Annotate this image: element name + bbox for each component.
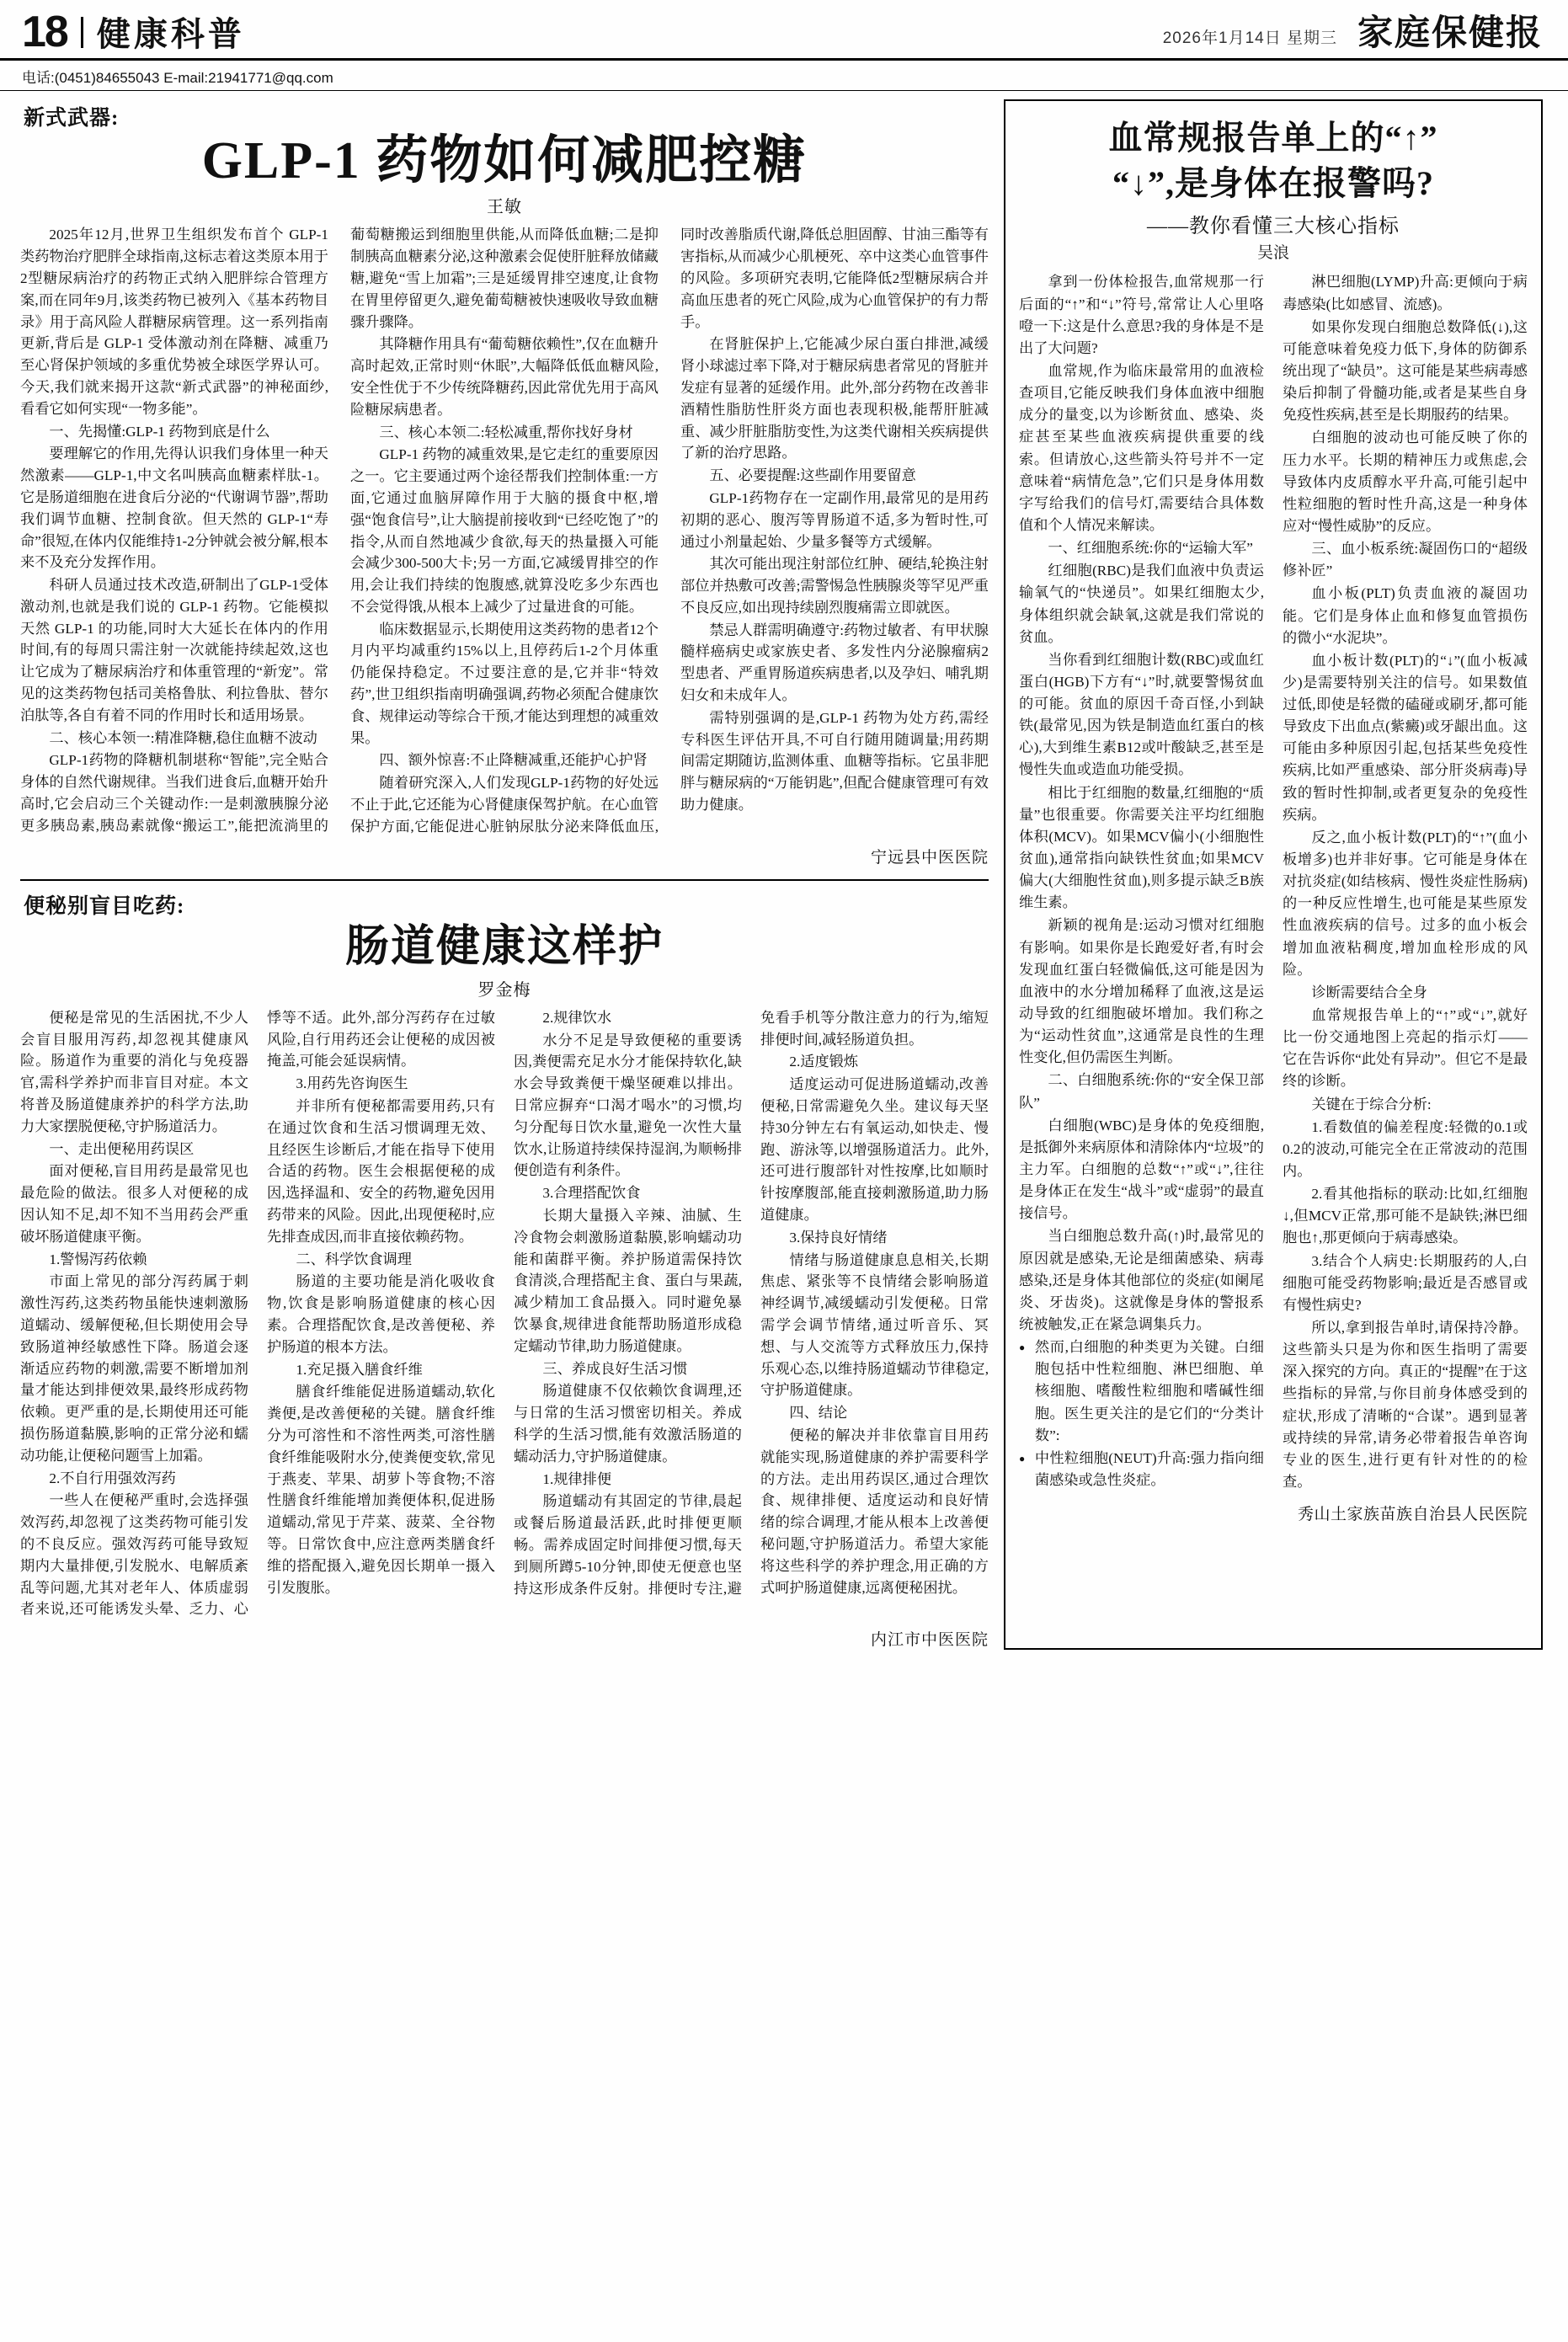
contact-info: 电话:(0451)84655043 E-mail:21941771@qq.com [0,61,1568,91]
paragraph: 血常规,作为临床最常用的血液检查项目,它能反映我们身体血液中细胞成分的量变,以为诊断贫血、感染、炎症甚至某些血液疾病提供重要的线索。但请放心,这些箭头符号并不一定意味着“病情危急”,它们只是身体用数字写给我们的信号灯,需要结合具体数值和个人情况来解读。 [1019,362,1264,533]
article-glp1-byline: 王敏 [487,198,522,217]
paragraph: 白细胞(WBC)是身体的免疫细胞,是抵御外来病原体和清除体内“垃圾”的主力军。白细胞的总数“↑”或“↓”,往往是身体正在发生“战斗”或“虚弱”的最直接信号。 [1019,1117,1264,1222]
paragraph: 3.用药先咨询医生 [296,1075,408,1092]
paragraph: 其降糖作用具有“葡萄糖依赖性”,仅在血糖升高时起效,正常时则“休眠”,大幅降低低血糖风险,安全性优于不少传统降糖药,因此常优先用于高风险糖尿病患者。 [350,336,659,418]
paragraph: 二、核心本领一:精准降糖,稳住血糖不波动 [49,729,317,746]
article-constipation [20,889,989,1651]
paragraph: 一、走出便秘用药误区 [49,1140,195,1157]
paragraph: 需特别强调的是,GLP-1 药物为处方药,需经专科医生评估开具,不可自行随用随调量;用药期间需定期随访,监测体重、血糖等指标。它虽非肥胖与糖尿病的“万能钥匙”,但配合健康管理可有效助力健康。 [680,709,989,814]
paragraph: 长期大量摄入辛辣、油腻、生冷食物会刺激肠道黏膜,影响蠕动功能和菌群平衡。养护肠道需保持饮食清淡,合理搭配主食、蛋白与果蔬,减少精加工食品摄入。同时避免暴饮暴食,规律进食能帮助肠道形成稳定蠕动节律,助力肠道健康。 [514,1208,742,1354]
paragraph: 诊断需要结合全身 [1311,984,1427,1000]
article-glp1 [20,101,989,867]
paragraph: 2.看其他指标的联动:比如,红细胞↓,但MCV正常,那可能不是缺铁;淋巴细胞也↑,那更倾向于病毒感染。 [1283,1186,1528,1246]
paragraph: 五、必要提醒:这些副作用要留意 [709,467,916,484]
paragraph: ● 中性粒细胞(NEUT)升高:强力指向细菌感染或急性炎症。 [1019,1448,1264,1491]
article-bloodtest-headline-line2: “↓”,是身体在报警吗? [1112,164,1434,203]
paragraph: 1.规律排便 [542,1470,612,1487]
paragraph: 并非所有便秘都需要用药,只有在通过饮食和生活习惯调理无效、且经医生诊断后,才能在指导下使用合适的药物。医生会根据便秘的成因,选择温和、安全的药物,避免因用药带来的风险。因此,出现便秘时,应先排查成因,而非直接依赖药物。 [267,1098,495,1245]
paragraph: 相比于红细胞的数量,红细胞的“质量”也很重要。你需要关注平均红细胞体积(MCV)。如果MCV偏小(小细胞性贫血),通常指向缺铁性贫血;如果MCV偏大(大细胞性贫血),则多提示缺乏B族维生素。 [1019,784,1264,911]
paragraph: 1.警惕泻药依赖 [49,1251,147,1267]
paragraph: 二、科学饮食调理 [296,1251,412,1267]
paragraph: 2.规律饮水 [542,1009,612,1026]
article-constipation-body [20,1007,989,1620]
paragraph: 三、养成良好生活习惯 [542,1360,688,1377]
paragraph: 3.合理搭配饮食 [542,1185,641,1202]
issue-date: 2026年1月14日 星期三 [1162,29,1337,48]
paper-name: 家庭保健报 [1357,14,1543,54]
paragraph: 淋巴细胞(LYMP)升高:更倾向于病毒感染(比如感冒、流感)。 [1283,274,1528,312]
left-column-zone [20,99,989,1650]
paragraph: 3.保持良好情绪 [789,1229,888,1246]
paragraph: 1.充足摄入膳食纤维 [296,1361,423,1378]
paragraph: 一、红细胞系统:你的“运输大军” [1048,540,1253,557]
paragraph: 要理解它的作用,先得认识我们身体里一种天然激素——GLP-1,中文名叫胰高血糖素样肽-1。它是肠道细胞在进食后分泌的“代谢调节器”,帮助我们调节血糖、控制食欲。但天然的 GLP-1“寿命”很短,在体内仅能维持1-2分钟就会被分解,根本来不及充分发挥作用。 [20,445,328,571]
paragraph: 血小板计数(PLT)的“↓”(血小板减少)是需要特别关注的信号。如果数值过低,即使是轻微的磕碰或刷牙,都可能导致皮下出血点(紫癜)或牙龈出血。这可能由多种原因引起,包括某些免疫性疾病,比如严重感染、部分肝炎病毒)导致的暂时性抑制,或者更复杂的免疫性疾病。 [1283,652,1528,823]
paragraph: 二、白细胞系统:你的“安全保卫部队” [1019,1072,1264,1111]
page-body [0,91,1568,1667]
paragraph: 1.看数值的偏差程度:轻微的0.1或0.2的波动,可能完全在正常波动的范围内。 [1283,1118,1528,1180]
paragraph: GLP-1药物的降糖机制堪称“智能”,完全贴合身体的自然代谢规律。当我们进食后,血糖开始升高时,它会启动三个关键动作:一是刺激胰腺分泌更多胰岛素,胰岛素就像“搬运工”,能把流淌里的葡萄糖搬运到细胞里供能,从而降低血糖;二是抑制胰高血糖素分泌,这种激素会促使肝脏释放储藏糖,避免“雪上加霜”;三是延缓胃排空速度,让食物在胃里停留更久,避免葡萄糖被快速吸收导致血糖骤升骤降。 [20,227,659,834]
article-glp1-headline: GLP-1 药物如何减肥控糖 [201,132,808,190]
masthead-divider [81,17,83,48]
article-bloodtest-signature: 秀山土家族苗族自治县人民医院 [1297,1506,1528,1524]
article-constipation-byline: 罗金梅 [477,980,531,1000]
paragraph: 血常规报告单上的“↑”或“↓”,就好比一份交通地图上亮起的指示灯——它在告诉你“此处有异动”。但它不是最终的诊断。 [1283,1007,1528,1090]
paragraph: 临床数据显示,长期使用这类药物的患者12个月内平均减重约15%以上,且停药后1-2个月体重仍能保持稳定。不过要注意的是,它并非“特效药”,世卫组织指南明确强调,药物必须配合健康饮食、规律运动等综合干预,才能达到理想的减重效果。 [350,621,659,746]
paragraph: GLP-1药物存在一定副作用,最常见的是用药初期的恶心、腹泻等胃肠道不适,多为暂时性,可通过小剂量起始、少量多餐等方式缓解。 [680,489,989,550]
article-glp1-body [20,224,989,837]
paragraph: 反之,血小板计数(PLT)的“↑”(血小板增多)也并非好事。它可能是身体在对抗炎症(如结核病、慢性炎症性肠病)的一种反应性增生,也可能是某些原发性血液疾病的信号。过多的血小板会增加血液粘稠度,增加血栓形成的风险。 [1283,829,1528,978]
paragraph: 其次可能出现注射部位红肿、硬结,轮换注射部位并热敷可改善;需警惕急性胰腺炎等罕见严重不良反应,如出现持续剧烈腹痛需立即就医。 [680,556,989,616]
paragraph: ● 然而,白细胞的种类更为关键。白细胞包括中性粒细胞、淋巴细胞、单核细胞、嗜酸性粒细胞和嗜碱性细胞。医生更关注的是它们的“分类计数”: [1019,1336,1264,1447]
paragraph: GLP-1 药物的减重效果,是它走红的重要原因之一。它主要通过两个途径帮我们控制体重:一方面,它通过血脑屏障作用于大脑的摄食中枢,增强“饱食信号”,让大脑提前接收到“已经吃饱了”的指令,从而自然地减少食欲,每天的热量摄入可能会减少300-500大卡;另一方面,它减缓胃排空的作用,会让我们持续的饱腹感,就算没吃多少东西也不会觉得饿,从根本上减少了过量进食的可能。 [350,446,659,615]
article-glp1-kicker: 新式武器: [24,107,120,131]
paragraph: 红细胞(RBC)是我们血液中负责运输氧气的“快递员”。如果红细胞太少,身体组织就会缺氧,这就是我们常说的贫血。 [1019,563,1264,645]
masthead [0,0,1568,61]
paragraph: 血小板(PLT)负责血液的凝固功能。它们是身体止血和修复血管损伤的微小“水泥块”。 [1283,585,1528,646]
paragraph: 一些人在便秘严重时,会选择强效泻药,却忽视了这类药物可能引发的不良反应。强效泻药可能导致短期内大量排便,引发脱水、电解质紊乱等问题,尤其对老年人、体质虚弱者来说,还可能诱发头晕、乏力、心悸等不适。此外,部分泻药存在过敏风险,自行用药还会让便秘的成因被掩盖,可能会延误病情。 [20,1009,495,1618]
article-bloodtest [1004,99,1543,1650]
paragraph: 如果你发现白细胞总数降低(↓),这可能意味着免疫力低下,身体的防御系统出现了“缺员”。这可能是某些病毒感染后抑制了骨髓功能,或者是某些自身免疫性疾病,甚至是长期服药的结果。 [1283,318,1528,424]
paragraph: 科研人员通过技术改造,研制出了GLP-1受体激动剂,也就是我们说的 GLP-1 药物。它能模拟天然 GLP-1 的功能,同时大大延长在体内的作用时间,有的每周只需注射一次就能持续起效,这也让它成为了糖尿病治疗和体重管理的“新宠”。常见的这类药物包括司美格鲁肽、利拉鲁肽、替尔泊肽等,各自有着不同的作用时长和适用场景。 [20,577,328,723]
page-number: 18 [22,8,67,56]
paragraph: 当白细胞总数升高(↑)时,最常见的原因就是感染,无论是细菌感染、病毒感染,还是身体其他部位的炎症(如阑尾炎、牙齿炎)。这就像是身体的警报系统被触发,正在紧急调集兵力。 [1019,1228,1264,1332]
paragraph: 肠道的主要功能是消化吸收食物,饮食是影响肠道健康的核心因素。合理搭配饮食,是改善便秘、养护肠道的根本方法。 [267,1273,495,1355]
paragraph: 关键在于综合分析: [1311,1096,1432,1112]
article-constipation-kicker: 便秘别盲目吃药: [24,894,185,918]
paragraph: 在肾脏保护上,它能减少尿白蛋白排泄,减缓肾小球滤过率下降,对于糖尿病患者常见的肾脏并发症有显著的延缓作用。此外,部分药物在改善非酒精性脂肪性肝炎方面也表现积极,能帮肝脏减重、减少肝脏脂肪变性,为这类代谢相关疾病提供了新的治疗思路。 [680,336,989,461]
paragraph: 面对便秘,盲目用药是最常见也最危险的做法。很多人对便秘的成因认知不足,却不知不当用药会严重破坏肠道健康平衡。 [20,1163,248,1245]
paragraph: 白细胞的波动也可能反映了你的压力水平。长期的精神压力或焦虑,会导致体内皮质醇水平升高,可能引起中性粒细胞的暂时性升高,这是一种身体应对“慢性威胁”的反应。 [1283,429,1528,534]
paragraph: 四、额外惊喜:不止降糖减重,还能护心护肾 [379,752,648,769]
paragraph: 情绪与肠道健康息息相关,长期焦虑、紧张等不良情绪会影响肠道神经调节,减缓蠕动引发便秘。日常需学会调节情绪,通过听音乐、冥想、与人交流等方式释放压力,保持乐观心态,以维持肠道蠕动节律稳定,守护肠道健康。 [760,1251,989,1399]
paragraph: 市面上常见的部分泻药属于刺激性泻药,这类药物虽能快速刺激肠道蠕动、缓解便秘,但长期使用会导致肠道神经敏感性下降。肠道会逐渐适应药物的刺激,需要不断增加剂量才能达到排便效果,最终形成药物依赖。更严重的是,长期使用还可能损伤肠道黏膜,影响的正常分泌和蠕动功能,让便秘问题雪上加霜。 [20,1273,248,1464]
paragraph: 2.适度锻炼 [789,1054,859,1070]
paragraph: 四、结论 [789,1405,848,1422]
paragraph: 便秘的解决并非依靠盲目用药就能实现,肠道健康的养护需要科学的方法。走出用药误区,通过合理饮食、规律排便、适度运动和良好情绪的综合调理,才能从根本上改善便秘问题,守护肠道活力。希望大家能将这些科学的养护理念,用正确的方式呵护肠道健康,远离便秘困扰。 [760,1427,989,1596]
article-bloodtest-byline: 吴浪 [1256,244,1289,263]
article-divider [20,879,989,881]
paragraph: 新颖的视角是:运动习惯对红细胞有影响。如果你是长跑爱好者,有时会发现血红蛋白轻微偏低,这可能是因为血液中的水分增加稀释了血液,这是运动导致的红细胞破坏增加。我们称之为“运动性贫血”,这通常是良性的生理性变化,但仍需医生判断。 [1019,917,1264,1066]
article-bloodtest-subhead: ——教你看懂三大核心指标 [1147,216,1400,238]
paragraph: 所以,拿到报告单时,请保持冷静。这些箭头只是为你和医生指明了需要深入探究的方向。真正的“提醒”在于这些指标的异常,与你目前身体感受到的症状,形成了清晰的“合谋”。遇到显著或持续的异常,请务必带着报告单咨询专业的医生,进行更有针对性的的检查。 [1283,1320,1528,1490]
paragraph: 3.结合个人病史:长期服药的人,白细胞可能受药物影响;最近是否感冒或有慢性病史? [1283,1252,1528,1313]
section-title: 健康科普 [96,15,245,54]
article-bloodtest-headline-line1: 血常规报告单上的“↑” [1108,119,1438,157]
paragraph: 当你看到红细胞计数(RBC)或血红蛋白(HGB)下方有“↓”时,就要警惕贫血的可能。贫血的原因千奇百怪,小到缺铁(最常见,因为铁是制造血红蛋白的核心),大到维生素B12或叶酸缺乏,甚至是慢性失血或造血功能受损。 [1019,651,1264,778]
article-glp1-signature: 宁远县中医医院 [870,848,989,867]
article-bloodtest-body [1019,271,1528,1493]
paragraph: 肠道蠕动有其固定的节律,晨起或餐后肠道最活跃,此时排便更顺畅。需养成固定时间排便习惯,每天到厕所蹲5-10分钟,即使无便意也坚持这形成条件反射。排便时专注,避免看手机等分散注意力的行为,缩短排便时间,减轻肠道负担。 [514,1009,989,1597]
paragraph: 随着研究深入,人们发现GLP-1药物的好处远不止于此,它还能为心肾健康保驾护航。在心血管保护方面,它能促进心脏钠尿肽分泌来降低血压,同时改善脂质代谢,降低总胆固醇、甘油三酯等有害指标,从而减少心肌梗死、卒中这类心血管事件的风险。多项研究表明,它能降低2型糖尿病合并高血压患者的死亡风险,成为心血管保护的有力帮手。 [350,227,989,835]
paragraph: 三、核心本领二:轻松减重,帮你找好身材 [379,424,633,440]
paragraph: 便秘是常见的生活困扰,不少人会盲目服用泻药,却忽视其健康风险。肠道作为重要的消化与免疫器官,需科学养护而非盲目对症。本文将普及肠道健康养护的科学方法,助力大家摆脱便秘,守护肠道活力。 [20,1009,248,1134]
paragraph: 肠道健康不仅依赖饮食调理,还与日常的生活习惯密切相关。养成科学的生活习惯,能有效激活肠道的蠕动活力,守护肠道健康。 [514,1383,742,1464]
paragraph: 一、先揭懂:GLP-1 药物到底是什么 [49,423,270,440]
paragraph: 适度运动可促进肠道蠕动,改善便秘,日常需避免久坐。建议每天坚持30分钟左右有氧运动,如快走、慢跑、游泳等,以增强肠道活力。此外,还可进行腹部针对性按摩,比如顺时针按摩腹部,能直接刺激肠道,助力肠道健康。 [760,1076,989,1224]
paragraph: 三、血小板系统:凝固伤口的“超级修补匠” [1283,541,1528,579]
paragraph: 2025年12月,世界卫生组织发布首个 GLP-1 类药物治疗肥胖全球指南,这标志着这类原本用于2型糖尿病治疗的药物正式纳入肥胖综合管理方案,而在同年9月,该类药物已被列入《基本药物目录》用于高风险人群糖尿病管理。这一系列指南更新,背后是 GLP-1 受体激动剂在降糖、减重乃至心肾保护领域的多重优势被全球医学界认可。今天,我们就来揭开这款“新式武器”的神秘面纱,看看它如何实现“一物多能”。 [20,227,328,417]
article-constipation-signature: 内江市中医医院 [870,1631,989,1650]
paragraph: 拿到一份体检报告,血常规那一行后面的“↑”和“↓”符号,常常让人心里咯噔一下:这是什么意思?我的身体是不是出了大问题? [1019,274,1264,356]
paragraph: 水分不足是导致便秘的重要诱因,粪便需充足水分才能保持软化,缺水会导致粪便干燥坚硬难以排出。日常应摒弃“口渴才喝水”的习惯,均匀分配每日饮水量,避免一次性大量饮水,让肠道持续保持湿润,为顺畅排便创造有利条件。 [514,1032,742,1179]
paragraph: 膳食纤维能促进肠道蠕动,软化粪便,是改善便秘的关键。膳食纤维分为可溶性和不溶性两类,可溶性膳食纤维能吸附水分,使粪便变软,常见于燕麦、苹果、胡萝卜等食物;不溶性膳食纤维能增加粪便体积,促进肠道蠕动,常见于芹菜、菠菜、全谷物等。日常饮食中,应注意两类膳食纤维的搭配摄入,避免因长期单一摄入引发腹胀。 [267,1384,495,1596]
paragraph: 禁忌人群需明确遵守:药物过敏者、有甲状腺髓样癌病史或家族史者、多发性内分泌腺瘤病2型患者、严重胃肠道疾病患者,以及孕妇、哺乳期妇女和未成年人。 [680,622,989,704]
paragraph: 2.不自行用强效泻药 [49,1470,176,1486]
article-constipation-headline: 肠道健康这样护 [344,922,664,971]
